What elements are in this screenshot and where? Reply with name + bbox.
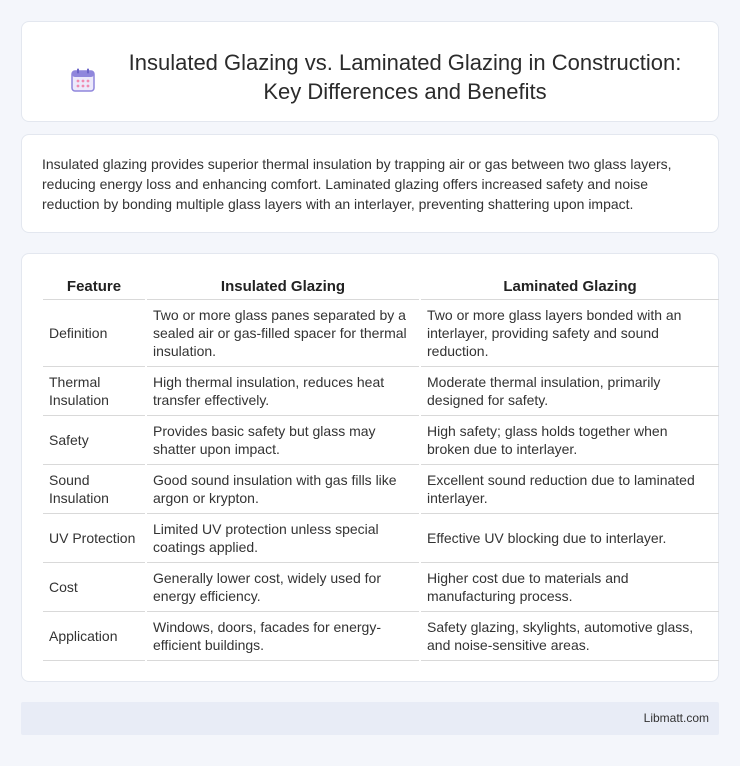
feature-cell: Definition bbox=[43, 300, 146, 367]
feature-cell: Application bbox=[43, 612, 146, 661]
feature-cell: Thermal Insulation bbox=[43, 367, 146, 416]
laminated-cell: Moderate thermal insulation, primarily designed for safety. bbox=[420, 367, 719, 416]
table-row bbox=[43, 563, 719, 612]
header-insulated: Insulated Glazing bbox=[146, 274, 420, 300]
table-row bbox=[43, 612, 719, 661]
laminated-cell: Effective UV blocking due to interlayer. bbox=[420, 514, 719, 563]
table-header-row bbox=[43, 274, 719, 300]
table-row bbox=[43, 367, 719, 416]
insulated-cell: Provides basic safety but glass may shatter upon impact. bbox=[146, 416, 420, 465]
insulated-cell: Limited UV protection unless special coatings applied. bbox=[146, 514, 420, 563]
page-title: Insulated Glazing vs. Laminated Glazing in Construction: Key Differences and Benefits bbox=[128, 50, 682, 104]
feature-cell: Safety bbox=[43, 416, 146, 465]
calendar-icon bbox=[70, 67, 96, 93]
header-feature: Feature bbox=[43, 274, 146, 300]
intro-paragraph: Insulated glazing provides superior thermal insulation by trapping air or gas between two glass layers, reducing energy loss and enhancing comfort. Laminated glazing offers increased safety and noise reduction by bonding multiple glass layers with an interlayer, preventing shattering upon impact. bbox=[42, 156, 672, 212]
laminated-cell: Safety glazing, skylights, automotive glass, and noise-sensitive areas. bbox=[420, 612, 719, 661]
header-laminated: Laminated Glazing bbox=[420, 274, 719, 300]
insulated-cell: Generally lower cost, widely used for energy efficiency. bbox=[146, 563, 420, 612]
footer-bar bbox=[21, 702, 719, 735]
comparison-table bbox=[43, 274, 719, 661]
feature-cell: Cost bbox=[43, 563, 146, 612]
laminated-cell: Excellent sound reduction due to laminated interlayer. bbox=[420, 465, 719, 514]
table-row bbox=[43, 416, 719, 465]
title-card bbox=[21, 21, 719, 122]
feature-cell: UV Protection bbox=[43, 514, 146, 563]
comparison-card bbox=[21, 253, 719, 682]
insulated-cell: High thermal insulation, reduces heat transfer effectively. bbox=[146, 367, 420, 416]
intro-card bbox=[21, 134, 719, 233]
laminated-cell: High safety; glass holds together when broken due to interlayer. bbox=[420, 416, 719, 465]
table-row bbox=[43, 300, 719, 367]
source-link[interactable]: Libmatt.com bbox=[643, 711, 709, 725]
laminated-cell: Two or more glass layers bonded with an interlayer, providing safety and sound reduction. bbox=[420, 300, 719, 367]
table-row bbox=[43, 514, 719, 563]
feature-cell: Sound Insulation bbox=[43, 465, 146, 514]
insulated-cell: Two or more glass panes separated by a sealed air or gas-filled spacer for thermal insulation. bbox=[146, 300, 420, 367]
laminated-cell: Higher cost due to materials and manufacturing process. bbox=[420, 563, 719, 612]
insulated-cell: Windows, doors, facades for energy-efficient buildings. bbox=[146, 612, 420, 661]
table-row bbox=[43, 465, 719, 514]
insulated-cell: Good sound insulation with gas fills like argon or krypton. bbox=[146, 465, 420, 514]
